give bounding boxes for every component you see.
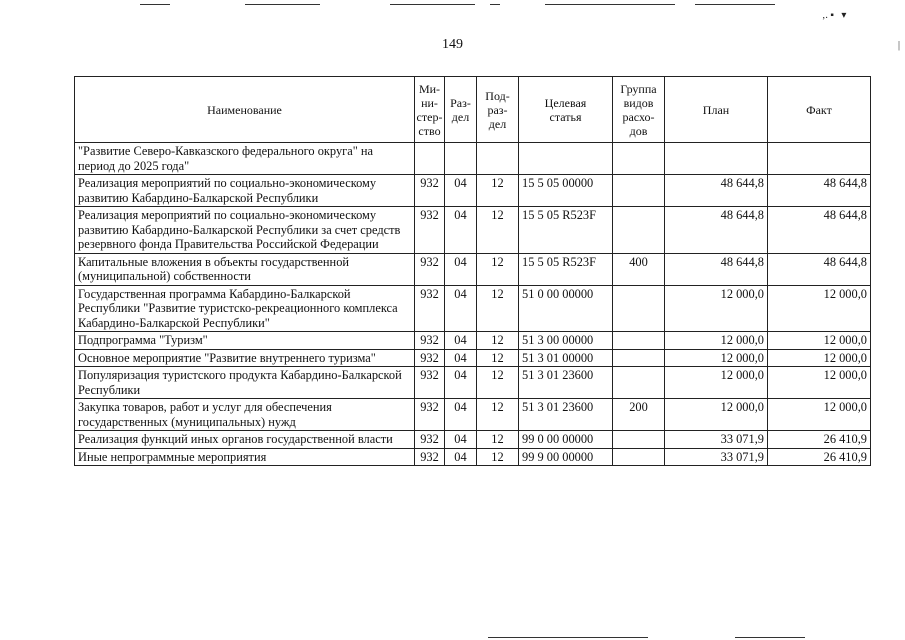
cell-group — [613, 143, 665, 175]
cell-name: Основное мероприятие "Развитие внутреннего туризма" — [75, 349, 415, 367]
cell-plan: 33 071,9 — [665, 448, 768, 466]
cell-ministry: 932 — [415, 349, 445, 367]
header-section: Раз- дел — [445, 77, 477, 143]
cell-group — [613, 207, 665, 254]
cell-group — [613, 367, 665, 399]
page-number: 149 — [442, 37, 463, 52]
table-row — [75, 367, 871, 399]
cell-subsection: 12 — [477, 175, 519, 207]
cell-name: Подпрограмма "Туризм" — [75, 332, 415, 350]
cell-subsection: 12 — [477, 349, 519, 367]
cell-group — [613, 448, 665, 466]
cell-section — [445, 143, 477, 175]
cell-ministry: 932 — [415, 431, 445, 449]
header-expense-group: Группа видов расхо- дов — [613, 77, 665, 143]
cell-article: 99 0 00 00000 — [519, 431, 613, 449]
cell-name: Государственная программа Кабардино-Балкарской Республики "Развитие туристско-рекреационного комплекса Кабардино-Балкарской Республики" — [75, 285, 415, 332]
cell-group: 400 — [613, 253, 665, 285]
cell-name: "Развитие Северо-Кавказского федерального округа" на период до 2025 года" — [75, 143, 415, 175]
cell-subsection — [477, 143, 519, 175]
cell-name: Капитальные вложения в объекты государственной (муниципальной) собственности — [75, 253, 415, 285]
scan-line-2 — [245, 4, 320, 5]
table-row — [75, 399, 871, 431]
scan-specks: ‚. ▪ ▾ — [822, 10, 847, 21]
cell-ministry: 932 — [415, 332, 445, 350]
cell-plan: 12 000,0 — [665, 285, 768, 332]
table-row — [75, 349, 871, 367]
cell-section: 04 — [445, 253, 477, 285]
cell-fact: 12 000,0 — [768, 332, 871, 350]
cell-group: 200 — [613, 399, 665, 431]
cell-section: 04 — [445, 399, 477, 431]
cell-subsection: 12 — [477, 399, 519, 431]
cell-group — [613, 285, 665, 332]
cell-plan: 12 000,0 — [665, 367, 768, 399]
budget-table — [74, 76, 871, 466]
cell-plan: 48 644,8 — [665, 253, 768, 285]
header-plan: План — [665, 77, 768, 143]
table-row — [75, 175, 871, 207]
cell-subsection: 12 — [477, 207, 519, 254]
table-row — [75, 332, 871, 350]
cell-article: 51 3 01 00000 — [519, 349, 613, 367]
cell-ministry: 932 — [415, 285, 445, 332]
cell-fact: 48 644,8 — [768, 207, 871, 254]
cell-section: 04 — [445, 175, 477, 207]
cell-fact: 48 644,8 — [768, 175, 871, 207]
cell-plan — [665, 143, 768, 175]
cell-fact: 26 410,9 — [768, 448, 871, 466]
scan-line-1 — [140, 4, 170, 5]
cell-article: 51 3 01 23600 — [519, 399, 613, 431]
cell-name: Реализация мероприятий по социально-экономическому развитию Кабардино-Балкарской Республики за счет средств резервного фонда Правительства Российской Федерации — [75, 207, 415, 254]
cell-section: 04 — [445, 285, 477, 332]
header-name: Наименование — [75, 77, 415, 143]
cell-name: Реализация мероприятий по социально-экономическому развитию Кабардино-Балкарской Республики — [75, 175, 415, 207]
cell-group — [613, 431, 665, 449]
cell-name: Реализация функций иных органов государственной власти — [75, 431, 415, 449]
scan-line-4 — [490, 4, 500, 5]
cell-ministry: 932 — [415, 399, 445, 431]
cell-plan: 48 644,8 — [665, 207, 768, 254]
table-row — [75, 431, 871, 449]
cell-ministry: 932 — [415, 448, 445, 466]
cell-subsection: 12 — [477, 367, 519, 399]
scan-line-bottom-2 — [735, 637, 805, 638]
header-subsection: Под- раз- дел — [477, 77, 519, 143]
cell-subsection: 12 — [477, 448, 519, 466]
cell-article — [519, 143, 613, 175]
cell-article: 15 5 05 00000 — [519, 175, 613, 207]
scan-line-6 — [695, 4, 775, 5]
cell-subsection: 12 — [477, 431, 519, 449]
cell-article: 15 5 05 R523F — [519, 253, 613, 285]
cell-subsection: 12 — [477, 332, 519, 350]
scan-line-5 — [545, 4, 675, 5]
cell-article: 51 3 00 00000 — [519, 332, 613, 350]
cell-subsection: 12 — [477, 285, 519, 332]
cell-group — [613, 175, 665, 207]
cell-fact — [768, 143, 871, 175]
cell-fact: 12 000,0 — [768, 285, 871, 332]
cell-plan: 33 071,9 — [665, 431, 768, 449]
cell-name: Популяризация туристского продукта Кабардино-Балкарской Республики — [75, 367, 415, 399]
cell-ministry: 932 — [415, 175, 445, 207]
cell-fact: 12 000,0 — [768, 399, 871, 431]
table-row — [75, 285, 871, 332]
scan-speck-right: | — [898, 40, 901, 51]
header-fact: Факт — [768, 77, 871, 143]
cell-section: 04 — [445, 207, 477, 254]
table-row — [75, 207, 871, 254]
cell-fact: 26 410,9 — [768, 431, 871, 449]
cell-fact: 12 000,0 — [768, 349, 871, 367]
cell-article: 15 5 05 R523F — [519, 207, 613, 254]
table-row — [75, 253, 871, 285]
cell-fact: 12 000,0 — [768, 367, 871, 399]
cell-group — [613, 349, 665, 367]
cell-plan: 12 000,0 — [665, 349, 768, 367]
cell-section: 04 — [445, 367, 477, 399]
cell-ministry — [415, 143, 445, 175]
cell-name: Закупка товаров, работ и услуг для обеспечения государственных (муниципальных) нужд — [75, 399, 415, 431]
cell-plan: 12 000,0 — [665, 399, 768, 431]
cell-subsection: 12 — [477, 253, 519, 285]
cell-section: 04 — [445, 349, 477, 367]
cell-ministry: 932 — [415, 207, 445, 254]
scan-line-bottom-1 — [488, 637, 648, 638]
cell-name: Иные непрограммные мероприятия — [75, 448, 415, 466]
cell-plan: 48 644,8 — [665, 175, 768, 207]
cell-ministry: 932 — [415, 367, 445, 399]
scan-line-3 — [390, 4, 475, 5]
cell-section: 04 — [445, 448, 477, 466]
cell-article: 99 9 00 00000 — [519, 448, 613, 466]
cell-article: 51 0 00 00000 — [519, 285, 613, 332]
table-header-row — [75, 77, 871, 143]
cell-group — [613, 332, 665, 350]
cell-section: 04 — [445, 332, 477, 350]
header-target-article: Целевая статья — [519, 77, 613, 143]
cell-section: 04 — [445, 431, 477, 449]
cell-article: 51 3 01 23600 — [519, 367, 613, 399]
cell-ministry: 932 — [415, 253, 445, 285]
cell-fact: 48 644,8 — [768, 253, 871, 285]
header-ministry: Ми- ни- стер- ство — [415, 77, 445, 143]
table-row — [75, 143, 871, 175]
cell-plan: 12 000,0 — [665, 332, 768, 350]
table-row — [75, 448, 871, 466]
